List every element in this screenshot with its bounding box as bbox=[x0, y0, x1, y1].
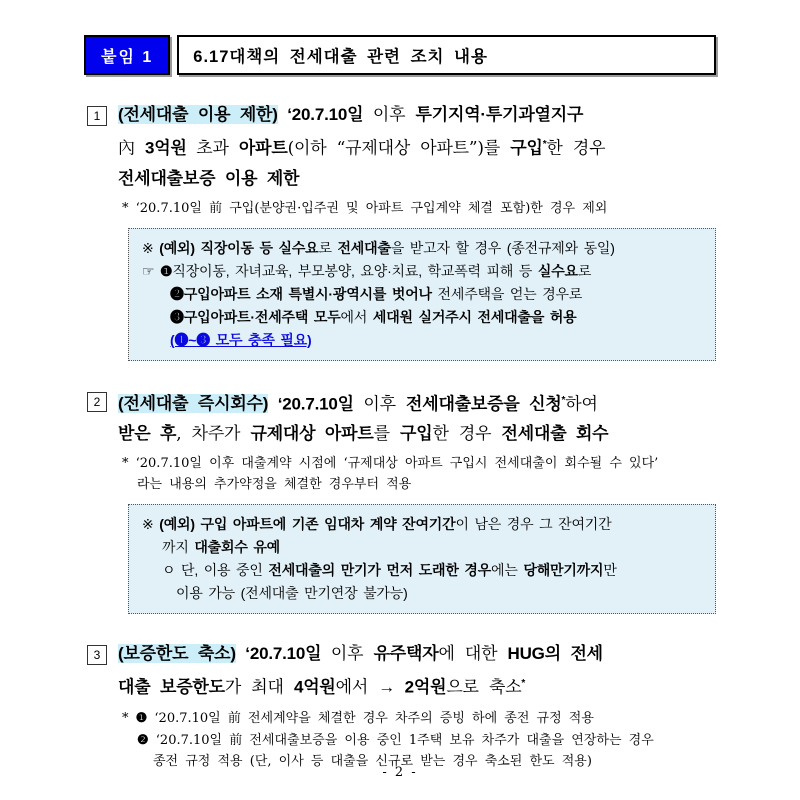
footnote-asterisk: * bbox=[521, 678, 526, 690]
heading-segment: 2억원 bbox=[404, 677, 447, 697]
circled-1-icon: ❶ bbox=[135, 709, 148, 725]
heading-segment: 대출 보증한도 bbox=[118, 677, 225, 697]
exception-segment: 전세대출 bbox=[337, 239, 391, 256]
heading-segment: 받은 후 bbox=[118, 424, 177, 444]
page-title: 6.17대책의 전세대출 관련 조치 내용 bbox=[177, 35, 716, 75]
exception-segment: 이 남은 경우 그 잔여기간 bbox=[455, 516, 612, 533]
exception-segment: 로 bbox=[318, 239, 338, 256]
section-3-body bbox=[118, 639, 716, 772]
exception-segment: 만 bbox=[603, 562, 617, 579]
section-2 bbox=[84, 386, 716, 615]
exception-line bbox=[142, 260, 702, 283]
reference-mark: ※ bbox=[142, 239, 160, 256]
circled-2-icon: ❷ bbox=[170, 285, 184, 302]
footnote-line bbox=[122, 707, 716, 729]
heading-segment: 유주택자 bbox=[373, 644, 439, 664]
heading-segment: 구입 bbox=[510, 138, 543, 158]
exception-line bbox=[142, 329, 702, 352]
heading-segment: ‘20.7.10일 bbox=[235, 644, 331, 664]
exception-line bbox=[142, 559, 702, 582]
footnote-asterisk: * bbox=[561, 394, 566, 406]
section-3-marker: 3 bbox=[87, 645, 107, 665]
heading-segment: 한 경우 bbox=[432, 424, 502, 445]
exception-segment: 구입아파트·전세주택 모두 bbox=[183, 308, 341, 325]
section-1-exception-box bbox=[128, 228, 716, 361]
heading-segment: 內 bbox=[118, 138, 146, 159]
exception-segment: ㅇ 단, 이용 중인 bbox=[162, 562, 269, 579]
section-1 bbox=[84, 100, 716, 361]
exception-segment: 대출회수 유예 bbox=[194, 539, 280, 556]
footnote-line: * ‘20.7.10일 이후 대출계약 시점에 ‘규제대상 아파트 구입시 전세대출이 회수될 수 있다’ bbox=[122, 456, 659, 472]
heading-segment: 구입 bbox=[400, 424, 433, 444]
conditions-required-note: (❶~❸ 모두 충족 필요) bbox=[170, 331, 312, 348]
footnote-asterisk: * bbox=[122, 710, 136, 726]
section-2-body bbox=[118, 386, 716, 615]
section-3-footnote bbox=[122, 707, 716, 772]
exception-segment: (예외) 직장이동 등 실수요 bbox=[159, 239, 319, 256]
section-1-body bbox=[118, 100, 716, 361]
section-2-marker: 2 bbox=[87, 392, 107, 412]
heading-segment: (전세대출 이용 제한) bbox=[118, 105, 278, 124]
exception-line bbox=[142, 306, 702, 329]
exception-segment: 까지 bbox=[162, 539, 195, 556]
exception-segment: (예외) 구입 아파트에 기존 임대차 계약 잔여기간 bbox=[159, 516, 456, 533]
section-1-marker: 1 bbox=[87, 106, 107, 126]
heading-segment: 전세대출 회수 bbox=[501, 424, 609, 444]
heading-segment: 규제대상 아파트 bbox=[250, 424, 374, 444]
exception-segment: 에서 bbox=[340, 308, 373, 325]
heading-segment: 전세대출보증을 신청 bbox=[406, 394, 562, 414]
footnote-line bbox=[122, 729, 716, 751]
section-2-exception-box bbox=[128, 504, 716, 614]
exception-line bbox=[142, 283, 702, 306]
section-3 bbox=[84, 639, 716, 772]
exception-line: 이용 가능 (전세대출 만기연장 불가능) bbox=[176, 585, 408, 602]
heading-segment: (이하 “규제대상 아파트”)를 bbox=[287, 138, 511, 159]
exception-segment: 로 bbox=[577, 262, 592, 279]
footnote-asterisk: * bbox=[542, 139, 547, 150]
heading-segment: 한 경우 bbox=[546, 138, 606, 159]
attachment-badge: 붙임 1 bbox=[84, 35, 170, 75]
heading-segment: 를 bbox=[373, 424, 400, 445]
exception-segment: 에는 bbox=[491, 562, 524, 579]
heading-segment: 아파트 bbox=[238, 138, 288, 158]
heading-segment: 전세대출보증 이용 제한 bbox=[118, 168, 300, 188]
right-arrow-icon: → bbox=[378, 677, 405, 697]
heading-segment: 에서 bbox=[335, 677, 379, 698]
exception-segment: 전세대출의 만기가 먼저 도래한 경우 bbox=[268, 562, 492, 579]
heading-segment: 가 최대 bbox=[224, 677, 294, 698]
section-3-heading bbox=[118, 639, 716, 703]
heading-segment: 으로 축소 bbox=[446, 677, 522, 698]
circled-1-icon: ❶ bbox=[160, 262, 173, 279]
exception-line bbox=[142, 513, 702, 536]
exception-segment: 당해만기까지 bbox=[523, 562, 604, 579]
exception-segment: 구입아파트 소재 특별시·광역시를 벗어나 bbox=[183, 285, 432, 302]
heading-segment: 이후 bbox=[372, 105, 416, 125]
heading-segment: 이후 bbox=[330, 644, 374, 665]
footnote-line: 종전 규정 적용 (단, 이사 등 대출을 신규로 받는 경우 축소된 한도 적용) bbox=[153, 753, 592, 769]
pointing-hand-icon: ☞ bbox=[142, 262, 161, 279]
page-number: - 2 - bbox=[382, 765, 418, 780]
heading-segment: 3억원 bbox=[145, 138, 197, 158]
attachment-header bbox=[84, 35, 716, 75]
heading-segment: 에 대한 bbox=[438, 644, 508, 665]
footnote-line: 라는 내용의 추가약정을 체결한 경우부터 적용 bbox=[137, 477, 412, 493]
section-2-heading bbox=[118, 386, 716, 450]
heading-segment: 초과 bbox=[196, 138, 239, 159]
section-1-heading bbox=[118, 100, 716, 194]
heading-segment: 투기지역·투기과열지구 bbox=[415, 105, 584, 124]
exception-segment: 을 받고자 할 경우 (종전규제와 동일) bbox=[390, 239, 615, 256]
circled-2-icon: ❷ bbox=[137, 731, 149, 747]
exception-segment: 전세주택을 얻는 경우로 bbox=[431, 285, 583, 302]
exception-segment: 세대원 실거주시 전세대출을 허용 bbox=[372, 308, 577, 325]
exception-line bbox=[142, 237, 702, 260]
footnote-segment: ‘20.7.10일 前 전세대출보증을 이용 중인 1주택 보유 차주가 대출을 연장하는 경우 bbox=[148, 732, 654, 748]
reference-mark: ※ bbox=[142, 516, 160, 533]
heading-segment: 4억원 bbox=[293, 677, 336, 697]
heading-segment: ‘20.7.10일 bbox=[277, 105, 373, 124]
footnote-segment: ‘20.7.10일 前 전세계약을 체결한 경우 차주의 증빙 하에 종전 규정 적용 bbox=[147, 710, 594, 726]
heading-segment: 하여 bbox=[565, 394, 598, 415]
section-2-footnote bbox=[122, 453, 716, 495]
heading-segment: HUG의 전세 bbox=[507, 644, 603, 664]
heading-segment: ‘20.7.10일 bbox=[268, 394, 364, 414]
heading-segment: 이후 bbox=[363, 394, 407, 415]
heading-segment: , 차주가 bbox=[176, 424, 251, 445]
circled-3-icon: ❸ bbox=[170, 308, 184, 325]
heading-segment: (전세대출 즉시회수) bbox=[118, 394, 269, 414]
exception-segment: 실수요 bbox=[537, 262, 578, 279]
heading-segment: (보증한도 축소) bbox=[118, 644, 236, 664]
exception-line bbox=[142, 536, 702, 559]
exception-segment: 직장이동, 자녀교육, 부모봉양, 요양·치료, 학교폭력 피해 등 bbox=[172, 262, 538, 279]
section-1-footnote: * ‘20.7.10일 前 구입(분양권·입주권 및 아파트 구입계약 체결 포함)한 경우 제외 bbox=[122, 200, 608, 216]
